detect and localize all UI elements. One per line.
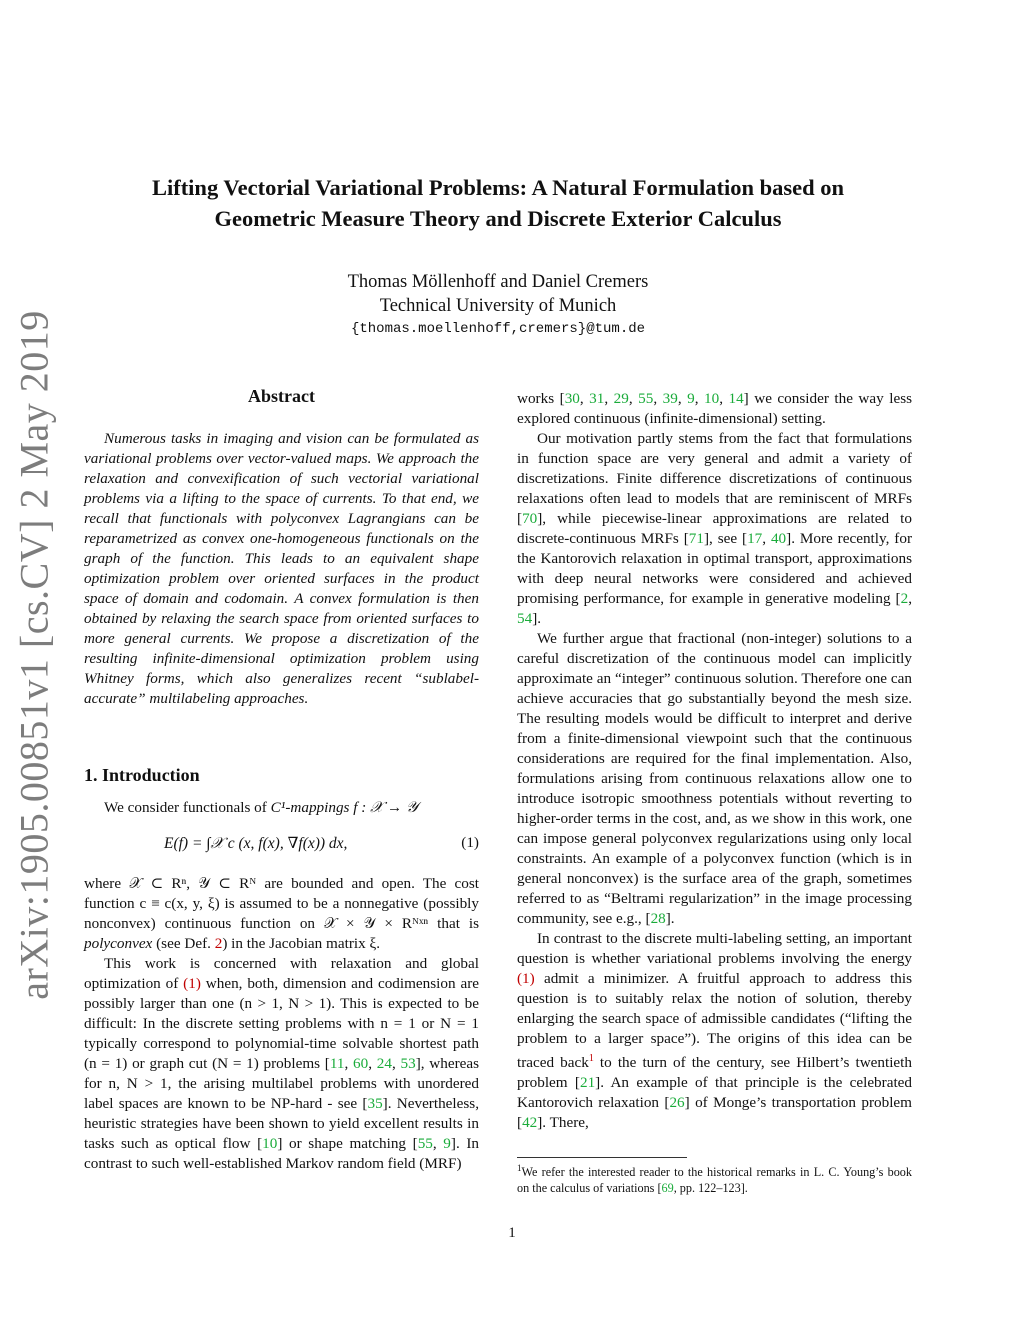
citation-link[interactable]: 9 [443, 1135, 451, 1152]
equation-1 [84, 828, 479, 868]
title-line-1: Lifting Vectorial Variational Problems: A Natural Formulation based on [151, 175, 845, 200]
citation-link[interactable]: 40 [770, 530, 787, 547]
citation-link[interactable]: 21 [579, 1074, 596, 1092]
citation-link[interactable]: 39 [662, 390, 678, 407]
citation-link[interactable]: 70 [522, 510, 538, 527]
citation-link[interactable]: 2 [900, 590, 909, 607]
citation-link[interactable]: 28 [650, 910, 666, 927]
section-heading: 1. Introduction [84, 765, 200, 785]
intro-math: C¹-mappings f : 𝒳 → 𝒴 [270, 799, 418, 816]
paragraph: We further argue that fractional (non-integer) solutions to a careful discretization of the continuous model can implicitly approximate an “integer” continuous solution. Therefore one can achieve accuracies that go substantially beyond the mesh size. The resulting models would be difficult to interpret and derive from a finite-dimensional viewpoint such that the continuous considerations are required for the final implementation. Also, formulations arising from continuous relaxations allow one to introduce isotropic smoothness potentials without reverting to higher-order terms in the cost, and, as we show in this work, one can impose general polyconvex regularizations using only local constraints. An example of a polyconvex function (which is in general nonconvex) is the surface area of the graph, sometimes referred to as “Beltrami regularization” in the image processing community, see e.g., [28]. [517, 630, 912, 927]
citation-link[interactable]: 69 [661, 1181, 674, 1196]
citation-link[interactable]: 30 [564, 390, 580, 407]
right-column-body [517, 389, 912, 1133]
paragraph: In contrast to the discrete multi-labeling setting, an important question is whether variational problems involving the energy (1) admit a minimizer. A fruitful approach to address this question is to suitably relax the notion of solution, thereby enlarging the search space of admissible candidates (“lifting the problem to a larger space”). The origins of this idea can be traced back$^1$ to the turn of the century, see Hilbert’s twentieth problem [21]. An example of that principle is the celebrated Kantorovich relaxation [26] of Monge’s transportation problem [42]. There, [517, 930, 913, 1132]
authors: Thomas Möllenhoff and Daniel Cremers [347, 272, 649, 292]
footnote: $^1$We refer the interested reader to the historical remarks in L. C. Young’s book on the calculus of variations [69, pp. 122–123]. [517, 1163, 912, 1196]
intro-line [84, 798, 479, 818]
citation-link[interactable]: 17 [747, 530, 763, 547]
citation-link[interactable]: 31 [589, 390, 605, 407]
email: {thomas.moellenhoff,cremers}@tum.de [350, 321, 646, 337]
citation-link[interactable]: 9 [687, 390, 695, 407]
equation-body: E(f) = ∫𝒳 c (x, f(x), ∇f(x)) dx, [164, 835, 348, 852]
arxiv-stamp [4, 310, 64, 1000]
definition-link[interactable]: 2 [214, 935, 223, 952]
abstract-text: Numerous tasks in imaging and vision can be formulated as variational problems over vector-valued maps. We approach the relaxation and convexification of such vectorial variational problems via a lifting to the space of currents. To that end, we recall that functionals with polyconvex Lagrangians can be reparametrized as convex one-homogeneous functionals on the graph of the function. This leads to an equivalent shape optimization problem over oriented surfaces in the product space of domain and codomain. A convex formulation is then obtained by relaxing the search space from oriented surfaces to more general currents. We propose a discretization of the resulting infinite-dimensional optimization problem using Whitney forms, which also generalizes recent “sublabel-accurate” multilabeling approaches. [84, 430, 479, 707]
citation-link[interactable]: 14 [728, 390, 744, 407]
citation-link[interactable]: 55 [638, 390, 654, 407]
paragraph: works [30, 31, 29, 55, 39, 9, 10, 14] we consider the way less explored continuous (infinite-dimensional) setting. [517, 390, 913, 427]
citation-link[interactable]: 54 [517, 610, 533, 627]
abstract-heading: Abstract [248, 386, 315, 406]
citation-link[interactable]: 11 [329, 1055, 345, 1072]
arxiv-stamp-text: arXiv:1905.00851v1 [cs.CV] 2 May 2019 [11, 310, 57, 1000]
citation-link[interactable]: 60 [353, 1055, 369, 1072]
citation-link[interactable]: 35 [367, 1095, 383, 1112]
citation-link[interactable]: 10 [704, 390, 720, 407]
footnote-rule [517, 1157, 687, 1158]
title-line-2: Geometric Measure Theory and Discrete Exterior Calculus [214, 206, 782, 231]
equation-link[interactable]: (1) [517, 970, 535, 987]
citation-link[interactable]: 42 [522, 1114, 538, 1132]
citation-link[interactable]: 53 [400, 1055, 416, 1072]
affiliation: Technical University of Munich [379, 296, 617, 316]
citation-link[interactable]: 29 [613, 390, 629, 407]
paper-title [80, 172, 916, 234]
left-column-body [84, 874, 479, 1174]
equation-number: (1) [461, 834, 479, 851]
paragraph: Our motivation partly stems from the fact that formulations in function space are very general and admit a variety of discretizations. Finite difference discretizations of continuous relaxations often lead to models that are reminiscent of MRFs [70], while piecewise-linear approximations are related to discrete-continuous MRFs [71], see [17, 40]. More recently, for the Kantorovich relaxation in optimal transport, approximations with deep neural networks were considered and achieved promising performance, for example in generative modeling [2, 54]. [517, 430, 913, 627]
citation-link[interactable]: 24 [376, 1055, 392, 1072]
paragraph: This work is concerned with relaxation and global optimization of (1) when, both, dimension and codimension are possibly larger than one (n > 1, N > 1). This is expected to be difficult: In the discrete setting problems with n = 1 or N = 1 typically correspond to polynomial-time solvable shortest path (n = 1) or graph cut (N = 1) problems [11, 60, 24, 53], whereas for n, N > 1, the arising multilabel problems with unordered label spaces are known to be NP-hard - see [35]. Nevertheless, heuristic strategies have been shown to yield excellent results in tasks such as optical flow [10] or shape matching [55, 9]. In contrast to such well-established Markov random field (MRF) [84, 955, 480, 1172]
citation-link[interactable]: 26 [669, 1094, 685, 1112]
citation-link[interactable]: 55 [417, 1135, 433, 1152]
paragraph: where 𝒳 ⊂ Rⁿ, 𝒴 ⊂ Rᴺ are bounded and open. The cost function c ≡ c(x, y, ξ) is assumed to be a nonnegative (possibly nonconvex) continuous function on 𝒳 × 𝒴 × Rᴺˣⁿ that is polyconvex (see Def. 2) in the Jacobian matrix ξ. [84, 875, 479, 952]
page-number: 1 [508, 1225, 516, 1241]
equation-link[interactable]: (1) [183, 975, 201, 992]
intro-text: We consider functionals of [104, 799, 271, 816]
footnote-marker[interactable]: 1 [588, 1053, 594, 1064]
citation-link[interactable]: 10 [262, 1135, 278, 1152]
citation-link[interactable]: 71 [688, 530, 704, 547]
author-block [80, 270, 916, 318]
